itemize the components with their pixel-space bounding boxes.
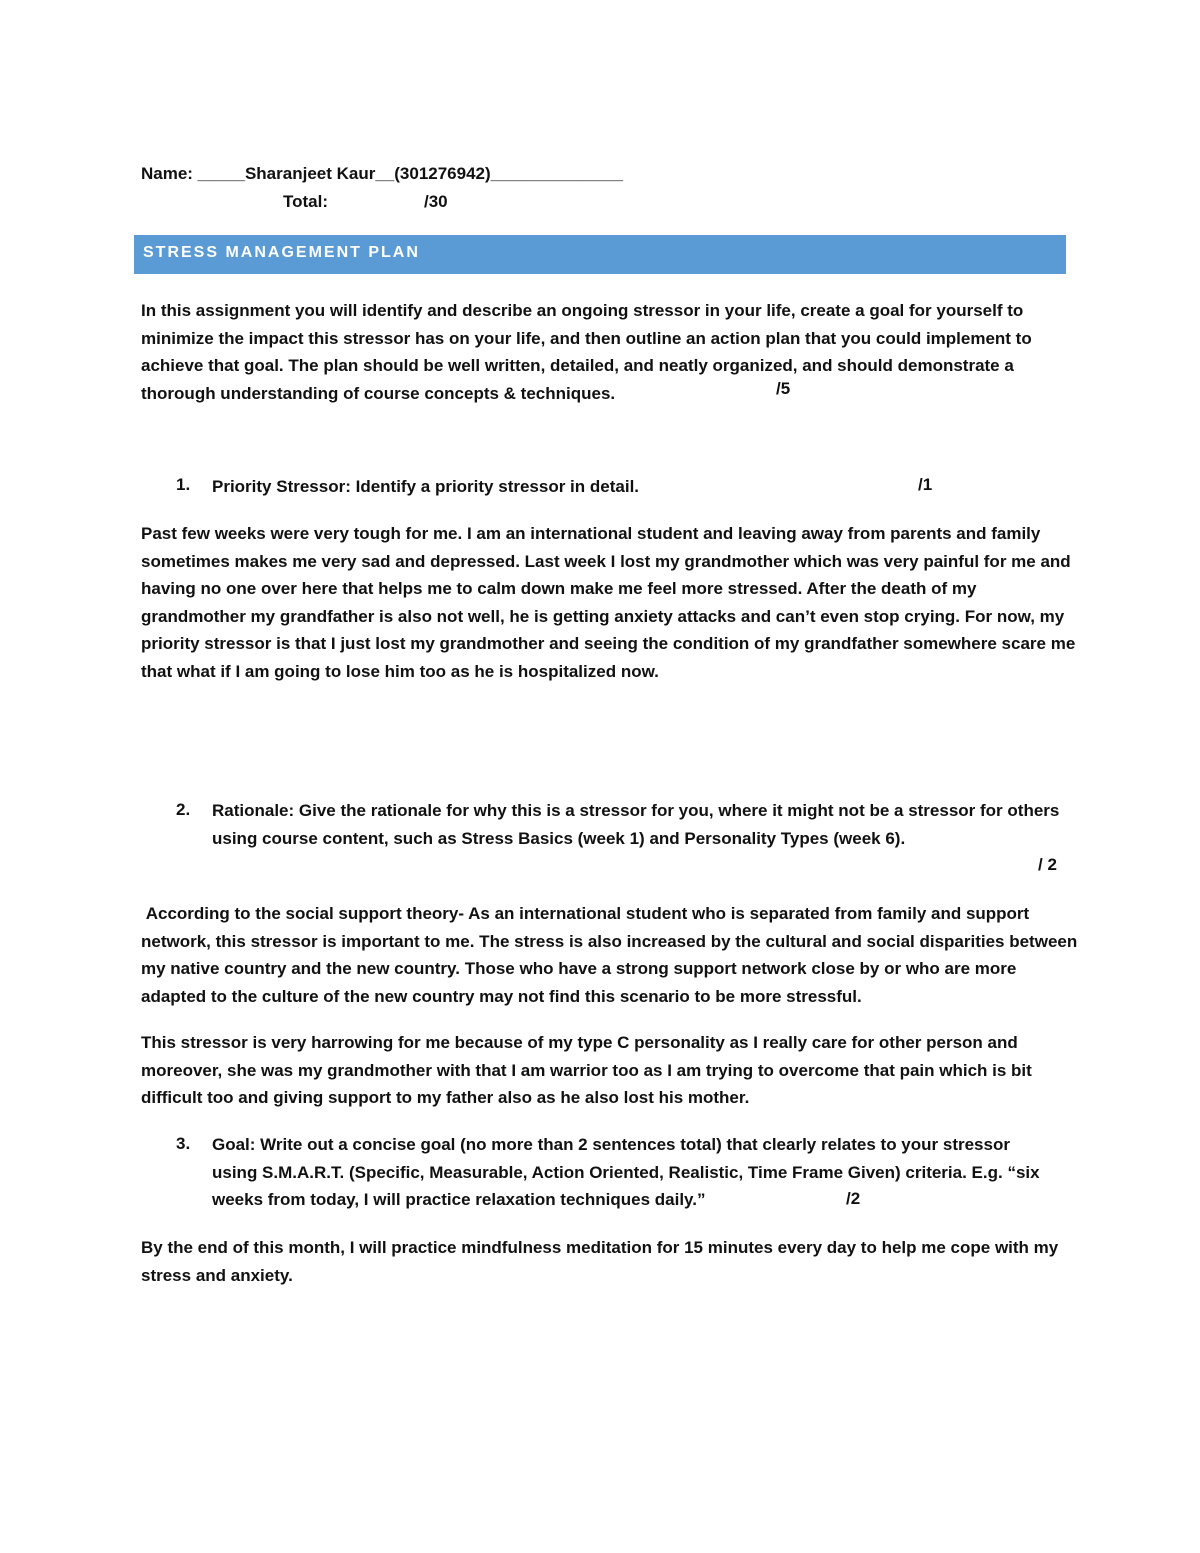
total-label: Total: — [283, 192, 329, 211]
intro-text: In this assignment you will identify and describe an ongoing stressor in your life, create a goal for yourself to minimize the impact this stressor has on your life, and then outline an action plan that you could implement to achieve that goal. The plan should be well written, detailed, and neatly organized, and should demonstrate a thorough understanding of course concepts & techniques. — [141, 301, 1032, 403]
item-2-answer-2: This stressor is very harrowing for me because of my type C personality as I really care for other person and moreover, she was my grandmother with that I am warrior too as I am trying to overcome that pain which is bit difficult too and giving support to my father also as he also lost his mother. — [141, 1033, 1032, 1107]
item-3-score: /2 — [846, 1189, 861, 1208]
section-banner — [134, 235, 1066, 274]
item-3-label: Goal: Write out a concise goal (no more than 2 sentences total) that clearly relates to your stressor using S.M.A.R.T. (Specific, Measurable, Action Oriented, Realistic, Time Frame Given) criteria. E.g. “six weeks from today, I will practice relaxation techniques daily.” — [212, 1135, 1040, 1209]
item-3-answer: By the end of this month, I will practice mindfulness meditation for 15 minutes every day to help me cope with my stress and anxiety. — [141, 1238, 1059, 1285]
item-1-score: /1 — [918, 475, 933, 494]
item-1-number: 1. — [176, 475, 191, 494]
item-1-label: Priority Stressor: Identify a priority stressor in detail. — [212, 477, 640, 496]
item-1-answer: Past few weeks were very tough for me. I am an international student and leaving away from parents and family sometimes makes me very sad and depressed. Last week I lost my grandmother which was very painful for me and having no one over here that helps me to calm down make me feel more stressed. After the death of my grandmother my grandfather is also not well, he is getting anxiety attacks and can’t even stop crying. For now, my priority stressor is that I just lost my grandmother and seeing the condition of my grandfather somewhere scare me that what if I am going to lose him too as he is hospitalized now. — [141, 524, 1076, 681]
item-2-answer-1: According to the social support theory- As an international student who is separated from family and support network, this stressor is important to me. The stress is also increased by the cultural and social disparities between my native country and the new country. Those who have a strong support network close by or who are more adapted to the culture of the new country may not find this scenario to be more stressful. — [141, 904, 1082, 1006]
item-2-score: / 2 — [1038, 855, 1057, 874]
item-2-label: Rationale: Give the rationale for why this is a stressor for you, where it might not be a stressor for others using course content, such as Stress Basics (week 1) and Personality Types (week 6). — [212, 801, 1060, 848]
item-2-number: 2. — [176, 800, 191, 819]
intro-score: /5 — [776, 379, 791, 398]
name-line: Name: _____Sharanjeet Kaur__(301276942)______________ — [141, 164, 624, 183]
intro-paragraph — [141, 297, 1081, 407]
total-score: /30 — [424, 192, 448, 211]
banner-title: STRESS MANAGEMENT PLAN — [143, 244, 420, 261]
item-3-number: 3. — [176, 1134, 191, 1153]
